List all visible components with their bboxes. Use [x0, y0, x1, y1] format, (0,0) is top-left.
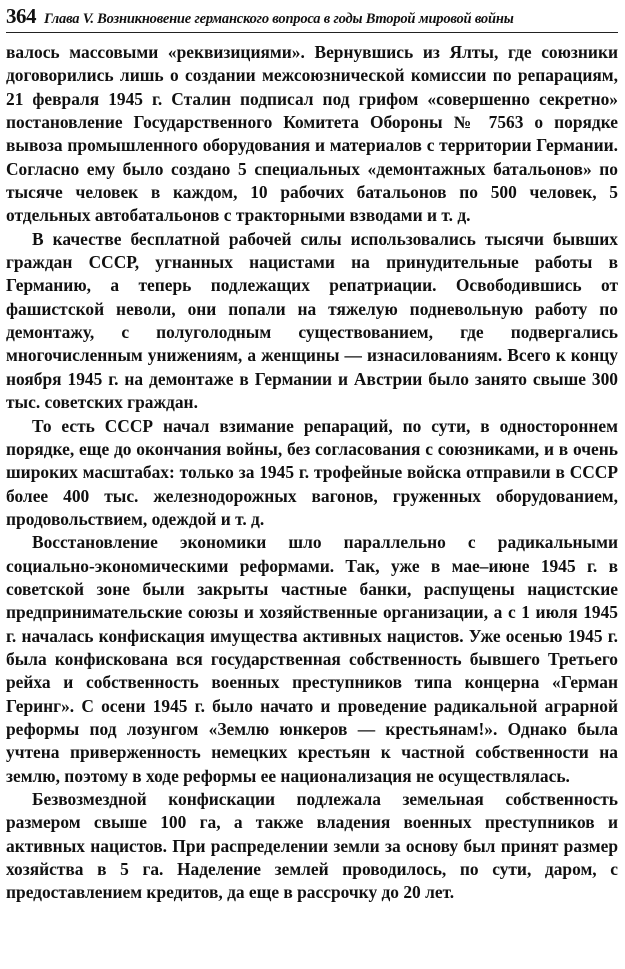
page-number: 364 — [6, 4, 36, 28]
paragraph: То есть СССР начал взимание репараций, по сути, в одностороннем порядке, еще до окончания войны, без согласования с союзниками, и в очень широких масштабах: только за 1945 г. трофейные войска отправили в СССР более 400 тыс. железнодорожных вагонов, груженных оборудованием, продовольствием, одеждой и т. д. — [6, 415, 618, 529]
chapter-title: Глава V. Возникновение германского вопроса в годы Второй мировой войны — [44, 11, 514, 27]
paragraph: В качестве бесплатной рабочей силы использовались тысячи бывших граждан СССР, угнанных нацистами на принудительные работы в Германию, а теперь подлежащих репатриации. Освободившись от фашистской неволи, они попали на тяжелую подневольную работу по демонтажу, с полуголодным существованием, где подвергались многочисленным унижениям, а женщины — изнасилованиям. Всего к концу ноября 1945 г. на демонтаже в Германии и Австрии было занято свыше 300 тыс. советских граждан. — [6, 228, 618, 413]
book-page — [6, 4, 618, 964]
paragraph-continued: валось массовыми «реквизициями». Вернувшись из Ялты, где союзники договорились лишь о создании межсоюзнической комиссии по репарациям, 21 февраля 1945 г. Сталин подписал под грифом «совершенно секретно» постановление Государственного Комитета Обороны № 7563 о порядке вывоза промышленного оборудования и материалов с территории Германии. Согласно ему было создано 5 специальных «демонтажных батальонов» по тысяче человек в каждом, 10 рабочих батальонов по 500 человек, 5 отдельных автобатальонов с тракторными взводами и т. д. — [6, 42, 618, 226]
running-header — [6, 4, 618, 33]
paragraph: Безвозмездной конфискации подлежала земельная собственность размером свыше 100 га, а также владения военных преступников и активных нацистов. При распределении земли за основу был принят размер хозяйства в 5 га. Наделение землей проводилось, по сути, даром, с предоставлением кредитов, да еще в рассрочку до 20 лет. — [6, 789, 618, 903]
body-text — [6, 41, 618, 905]
paragraph: Восстановление экономики шло параллельно с радикальными социально-экономическими реформами. Так, уже в мае–июне 1945 г. в советской зоне были закрыты частные банки, распущены нацистские предпринимательские союзы и хозяйственные организации, а с 1 июля 1945 г. началась конфискация имущества активных нацистов. Уже осенью 1945 г. была конфискована вся государственная собственность бывшего Третьего рейха и собственность военных преступников типа концерна «Герман Геринг». С осени 1945 г. было начато и проведение радикальной аграрной реформы под лозунгом «Землю юнкеров — крестьянам!». Однако была учтена приверженность немецких крестьян к частной собственности на землю, поэтому в ходе реформы ее национализация не осуществлялась. — [6, 532, 618, 786]
